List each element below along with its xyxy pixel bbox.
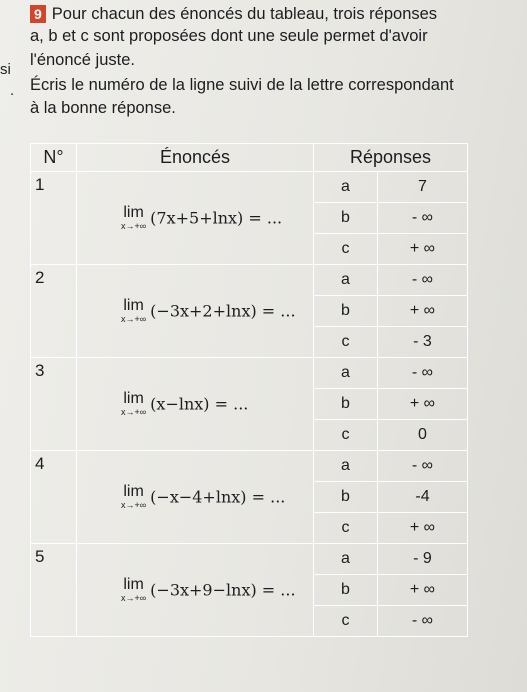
answer-value: + ∞: [378, 575, 468, 606]
answer-letter: c: [314, 606, 378, 637]
answer-value: + ∞: [378, 513, 468, 544]
statement-line-1: [30, 4, 437, 24]
answer-letter: c: [314, 513, 378, 544]
limit-operator: [121, 205, 146, 231]
answer-letter: a: [314, 544, 378, 575]
margin-mark-dot: .: [10, 82, 15, 99]
answer-letter: b: [314, 389, 378, 420]
table-body: [31, 172, 468, 637]
table-row: [31, 265, 468, 296]
answer-letter: a: [314, 265, 378, 296]
answer-value: 0: [378, 420, 468, 451]
answer-value: - ∞: [378, 265, 468, 296]
answer-letter: a: [314, 358, 378, 389]
table-row: [31, 172, 468, 203]
row-number: 3: [31, 358, 77, 451]
statement-line-2: a, b et c sont proposées dont une seule permet d'avoir: [30, 27, 428, 45]
limit-operator: [121, 391, 146, 417]
limit-subscript: x→+∞: [121, 221, 147, 231]
table-row: [31, 451, 468, 482]
limit-expression: (−3x+9−lnx) = ...: [150, 580, 296, 600]
limit-expression: (7x+5+lnx) = ...: [150, 208, 283, 228]
answer-letter: b: [314, 575, 378, 606]
limit-word: lim: [123, 390, 144, 407]
statement-text-1: Pour chacun des énoncés du tableau, trois réponses: [51, 5, 438, 23]
limit-expression: (−x−4+lnx) = ...: [150, 487, 286, 507]
row-number: 4: [31, 451, 77, 544]
statement-line-3: l'énoncé juste.: [30, 51, 135, 69]
limit-subscript: x→+∞: [121, 500, 147, 510]
limit-word: lim: [123, 576, 144, 593]
answer-value: + ∞: [378, 389, 468, 420]
limit-subscript: x→+∞: [121, 314, 147, 324]
statement-cell: [77, 265, 314, 358]
limit-word: lim: [123, 297, 144, 314]
answer-value: + ∞: [378, 234, 468, 265]
limit-operator: [121, 484, 146, 510]
answer-letter: a: [314, 451, 378, 482]
answer-value: - 3: [378, 327, 468, 358]
row-number: 5: [31, 544, 77, 637]
statement-line-4: Écris le numéro de la ligne suivi de la lettre correspondant: [30, 76, 454, 94]
answer-value: 7: [378, 172, 468, 203]
table-row: [31, 358, 468, 389]
statement-cell: [77, 358, 314, 451]
header-number: N°: [31, 144, 77, 172]
row-number: 1: [31, 172, 77, 265]
table-header-row: [31, 144, 468, 172]
answer-value: - 9: [378, 544, 468, 575]
answer-value: - ∞: [378, 358, 468, 389]
limit-expression: (x−lnx) = ...: [150, 394, 249, 414]
limits-table: [30, 143, 468, 637]
answer-letter: c: [314, 234, 378, 265]
limit-subscript: x→+∞: [121, 593, 147, 603]
limit-operator: [121, 298, 146, 324]
margin-mark-si: si: [0, 61, 11, 78]
limit-word: lim: [123, 204, 144, 221]
limit-expression: (−3x+2+lnx) = ...: [150, 301, 296, 321]
answer-letter: b: [314, 203, 378, 234]
answer-letter: a: [314, 172, 378, 203]
answer-letter: b: [314, 482, 378, 513]
answer-value: - ∞: [378, 451, 468, 482]
answer-letter: b: [314, 296, 378, 327]
answer-letter: c: [314, 420, 378, 451]
limit-word: lim: [123, 483, 144, 500]
answer-letter: c: [314, 327, 378, 358]
statement-line-5: à la bonne réponse.: [30, 99, 176, 117]
limit-subscript: x→+∞: [121, 407, 147, 417]
answer-value: + ∞: [378, 296, 468, 327]
statement-cell: [77, 172, 314, 265]
answer-value: -4: [378, 482, 468, 513]
header-reponses: Réponses: [314, 144, 468, 172]
exercise-number-badge: 9: [30, 5, 46, 23]
header-enonces: Énoncés: [77, 144, 314, 172]
answer-value: - ∞: [378, 606, 468, 637]
limit-operator: [121, 577, 146, 603]
row-number: 2: [31, 265, 77, 358]
table-row: [31, 544, 468, 575]
answer-value: - ∞: [378, 203, 468, 234]
statement-cell: [77, 451, 314, 544]
statement-cell: [77, 544, 314, 637]
